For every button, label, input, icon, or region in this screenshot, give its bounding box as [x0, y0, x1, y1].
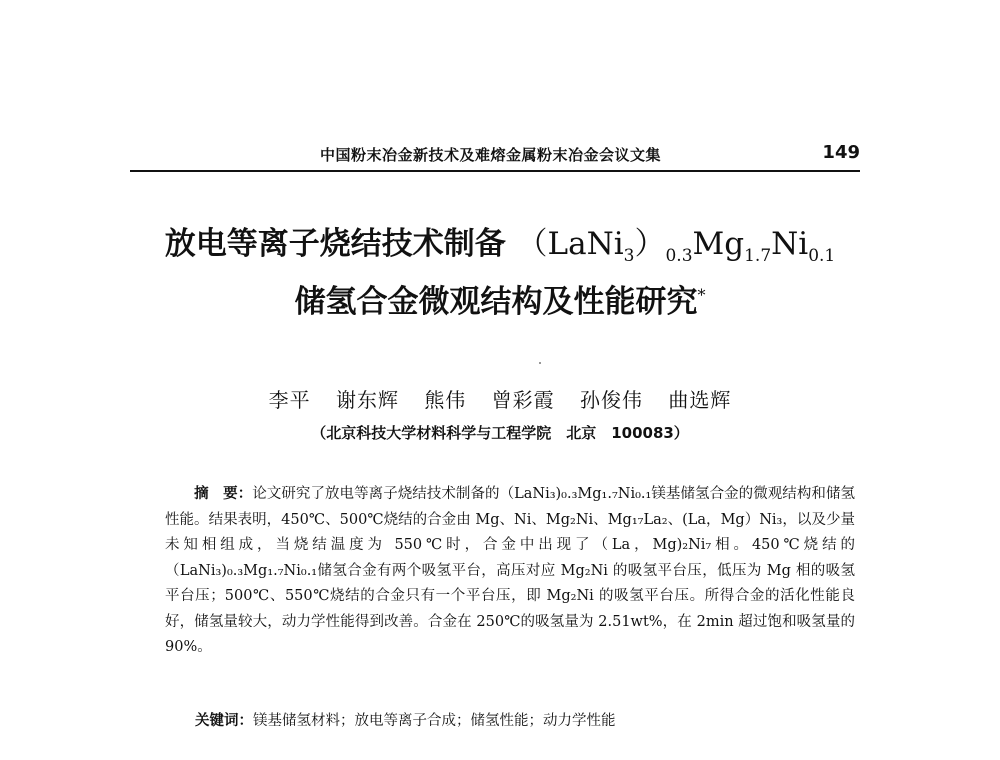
formula-part: Mg	[692, 226, 745, 262]
header-rule	[130, 170, 860, 172]
formula-subscript: 1.7	[744, 246, 772, 266]
abstract	[165, 482, 855, 661]
paper-title-line-1	[90, 218, 910, 266]
author: 曲选辉	[668, 388, 732, 412]
footnote-star: *	[697, 285, 706, 305]
paper-title-line-2	[90, 276, 910, 321]
page-number: 149	[822, 142, 860, 163]
title-formula	[516, 226, 836, 266]
title-text: 放电等离子烧结技术制备	[164, 226, 506, 262]
journal-title: 中国粉末冶金新技术及难熔金属粉末冶金会议文集	[320, 146, 662, 164]
author: 李平	[268, 388, 311, 412]
keywords	[195, 709, 616, 730]
author-list	[0, 384, 1000, 413]
abstract-label: 摘 要：	[194, 486, 253, 502]
formula-part: ）	[634, 226, 666, 262]
speck	[539, 362, 541, 364]
abstract-text: 论文研究了放电等离子烧结技术制备的（LaNi₃)₀.₃Mg₁.₇Ni₀.₁镁基储氢合金的微观结构和储氢性能。结果表明，450℃、500℃烧结的合金由 Mg、Ni、Mg₂Ni、Mg₁₇La₂、(La，Mg）Ni₃，以及少量未知相组成，当烧结温度为 550℃时，合金中出现了（La，Mg)₂Ni₇相。450℃烧结的（LaNi₃)₀.₃Mg₁.₇Ni₀.₁储氢合金有两个吸氢平台，高压对应 Mg₂Ni 的吸氢平台压，低压为 Mg 相的吸氢平台压；500℃、550℃烧结的合金只有一个平台压，即 Mg₂Ni 的吸氢平台压。所得合金的活化性能良好，储氢量较大，动力学性能得到改善。合金在 250℃的吸氢量为 2.51wt%，在 2min 超过饱和吸氢量的 90%。	[165, 486, 855, 655]
author: 谢东辉	[335, 388, 399, 412]
author: 曾彩霞	[491, 388, 555, 412]
formula-subscript: 0.3	[665, 246, 693, 266]
running-header	[130, 138, 860, 172]
formula-subscript: 0.1	[808, 246, 836, 266]
keywords-text: 镁基储氢材料；放电等离子合成；储氢性能；动力学性能	[253, 713, 616, 729]
formula-subscript: 3	[623, 246, 635, 266]
formula-part: Ni	[771, 226, 809, 262]
formula-part: （LaNi	[516, 226, 624, 262]
title-text-2: 储氢合金微观结构及性能研究	[294, 284, 698, 320]
author: 熊伟	[424, 388, 467, 412]
affiliation: （北京科技大学材料科学与工程学院 北京 100083）	[311, 424, 689, 442]
abstract-paragraph	[165, 482, 855, 661]
author: 孙俊伟	[580, 388, 644, 412]
keywords-label: 关键词：	[195, 713, 253, 729]
